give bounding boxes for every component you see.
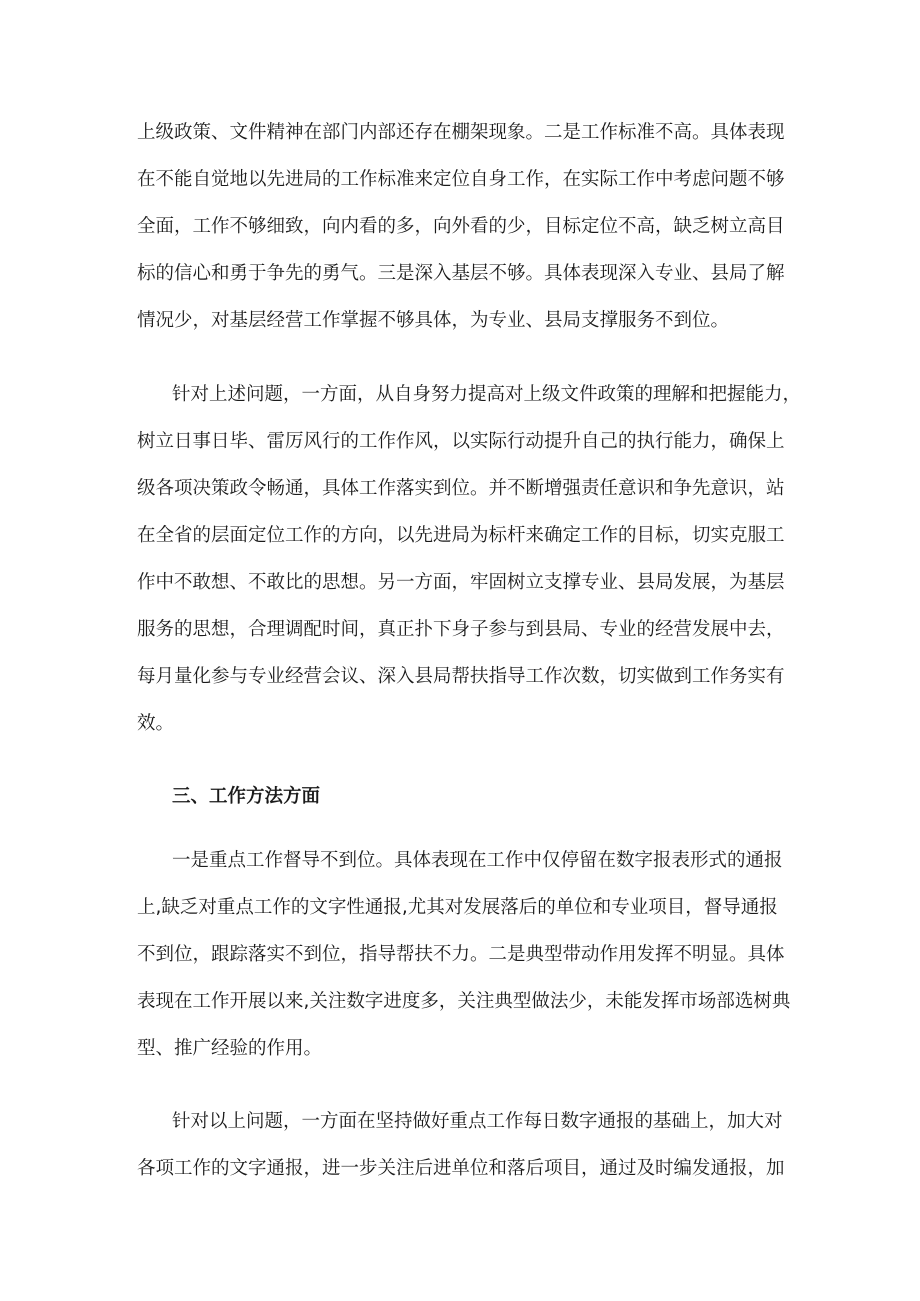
body-text-line: 上,缺乏对重点工作的文字性通报,尤其对发展落后的单位和专业项目，督导通报 [137, 897, 778, 918]
body-text-line: 级各项决策政令畅通，具体工作落实到位。并不断增强责任意识和争先意识，站 [137, 478, 785, 499]
body-text-line: 作中不敢想、不敢比的思想。另一方面，牢固树立支撑专业、县局发展，为基层 [137, 572, 785, 593]
body-text-line: 在不能自觉地以先进局的工作标准来定位自身工作，在实际工作中考虑问题不够 [137, 169, 785, 190]
body-text-line: 表现在工作开展以来,关注数字进度多，关注典型做法少，未能发挥市场部选树典 [137, 991, 791, 1012]
body-text-line: 在全省的层面定位工作的方向，以先进局为标杆来确定工作的目标，切实克服工 [137, 525, 785, 546]
paragraph-first-line: 一是重点工作督导不到位。具体表现在工作中仅停留在数字报表形式的通报 [172, 850, 783, 871]
body-text-line: 不到位，跟踪落实不到位，指导帮扶不力。二是典型带动作用发挥不明显。具体 [137, 944, 785, 965]
body-text-line: 服务的思想，合理调配时间，真正扑下身子参与到县局、专业的经营发展中去， [137, 619, 785, 640]
section-heading: 三、工作方法方面 [172, 786, 321, 807]
body-text-line: 效。 [137, 713, 175, 734]
body-text-line: 型、推广经验的作用。 [137, 1038, 323, 1059]
body-text-line: 情况少，对基层经营工作掌握不够具体，为专业、县局支撑服务不到位。 [137, 310, 730, 331]
paragraph-first-line: 针对以上问题，一方面在坚持做好重点工作每日数字通报的基础上，加大对 [172, 1111, 783, 1132]
body-text-line: 全面，工作不够细致，向内看的多，向外看的少，目标定位不高，缺乏树立高目 [137, 216, 785, 237]
body-text-line: 每月量化参与专业经营会议、深入县局帮扶指导工作次数，切实做到工作务实有 [137, 666, 785, 687]
paragraph-first-line: 针对上述问题，一方面，从自身努力提高对上级文件政策的理解和把握能力， [172, 384, 802, 405]
body-text-line: 各项工作的文字通报，进一步关注后进单位和落后项目，通过及时编发通报，加 [137, 1158, 785, 1179]
body-text-line: 标的信心和勇于争先的勇气。三是深入基层不够。具体表现深入专业、县局了解 [137, 263, 785, 284]
body-text-line: 上级政策、文件精神在部门内部还存在棚架现象。二是工作标准不高。具体表现 [137, 122, 785, 143]
body-text-line: 树立日事日毕、雷厉风行的工作作风，以实际行动提升自己的执行能力，确保上 [137, 431, 785, 452]
